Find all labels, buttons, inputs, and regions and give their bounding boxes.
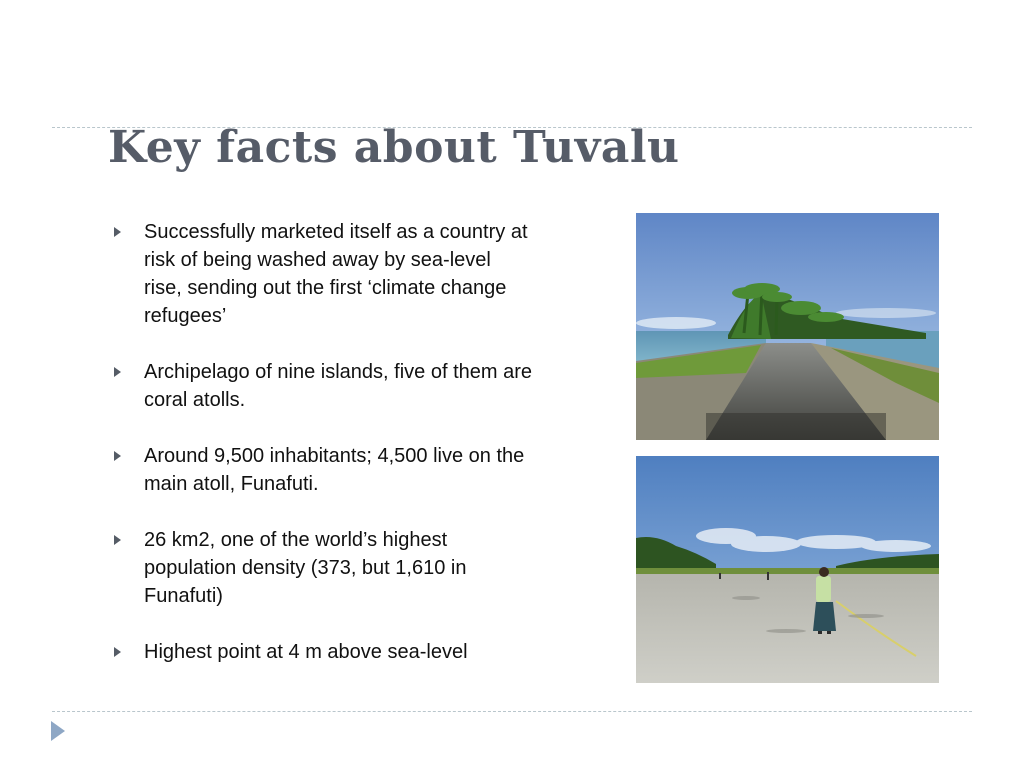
bullet-text: 26 km2, one of the world’s highest population density (373, but 1,610 in Funafuti) [144, 529, 467, 607]
bullet-item [112, 638, 532, 666]
triangle-right-icon [114, 451, 121, 461]
photo-airstrip [636, 456, 939, 683]
bullet-item [112, 526, 532, 610]
triangle-right-icon [114, 647, 121, 657]
bullet-text: Successfully marketed itself as a country at risk of being washed away by sea-level rise, sending out the first ‘climate change refugees’ [144, 221, 528, 327]
bullet-item [112, 358, 532, 414]
bullet-item [112, 218, 532, 330]
play-arrow-icon[interactable] [51, 721, 65, 741]
slide-title: Key facts about Tuvalu [108, 122, 680, 173]
bullet-text: Around 9,500 inhabitants; 4,500 live on the main atoll, Funafuti. [144, 445, 525, 495]
triangle-right-icon [114, 367, 121, 377]
triangle-right-icon [114, 227, 121, 237]
triangle-right-icon [114, 535, 121, 545]
bullet-list [112, 218, 532, 694]
bullet-text: Highest point at 4 m above sea-level [144, 641, 468, 663]
bottom-divider [52, 711, 972, 712]
bullet-item [112, 442, 532, 498]
photo-coastal-road [636, 213, 939, 440]
bullet-text: Archipelago of nine islands, five of them are coral atolls. [144, 361, 532, 411]
